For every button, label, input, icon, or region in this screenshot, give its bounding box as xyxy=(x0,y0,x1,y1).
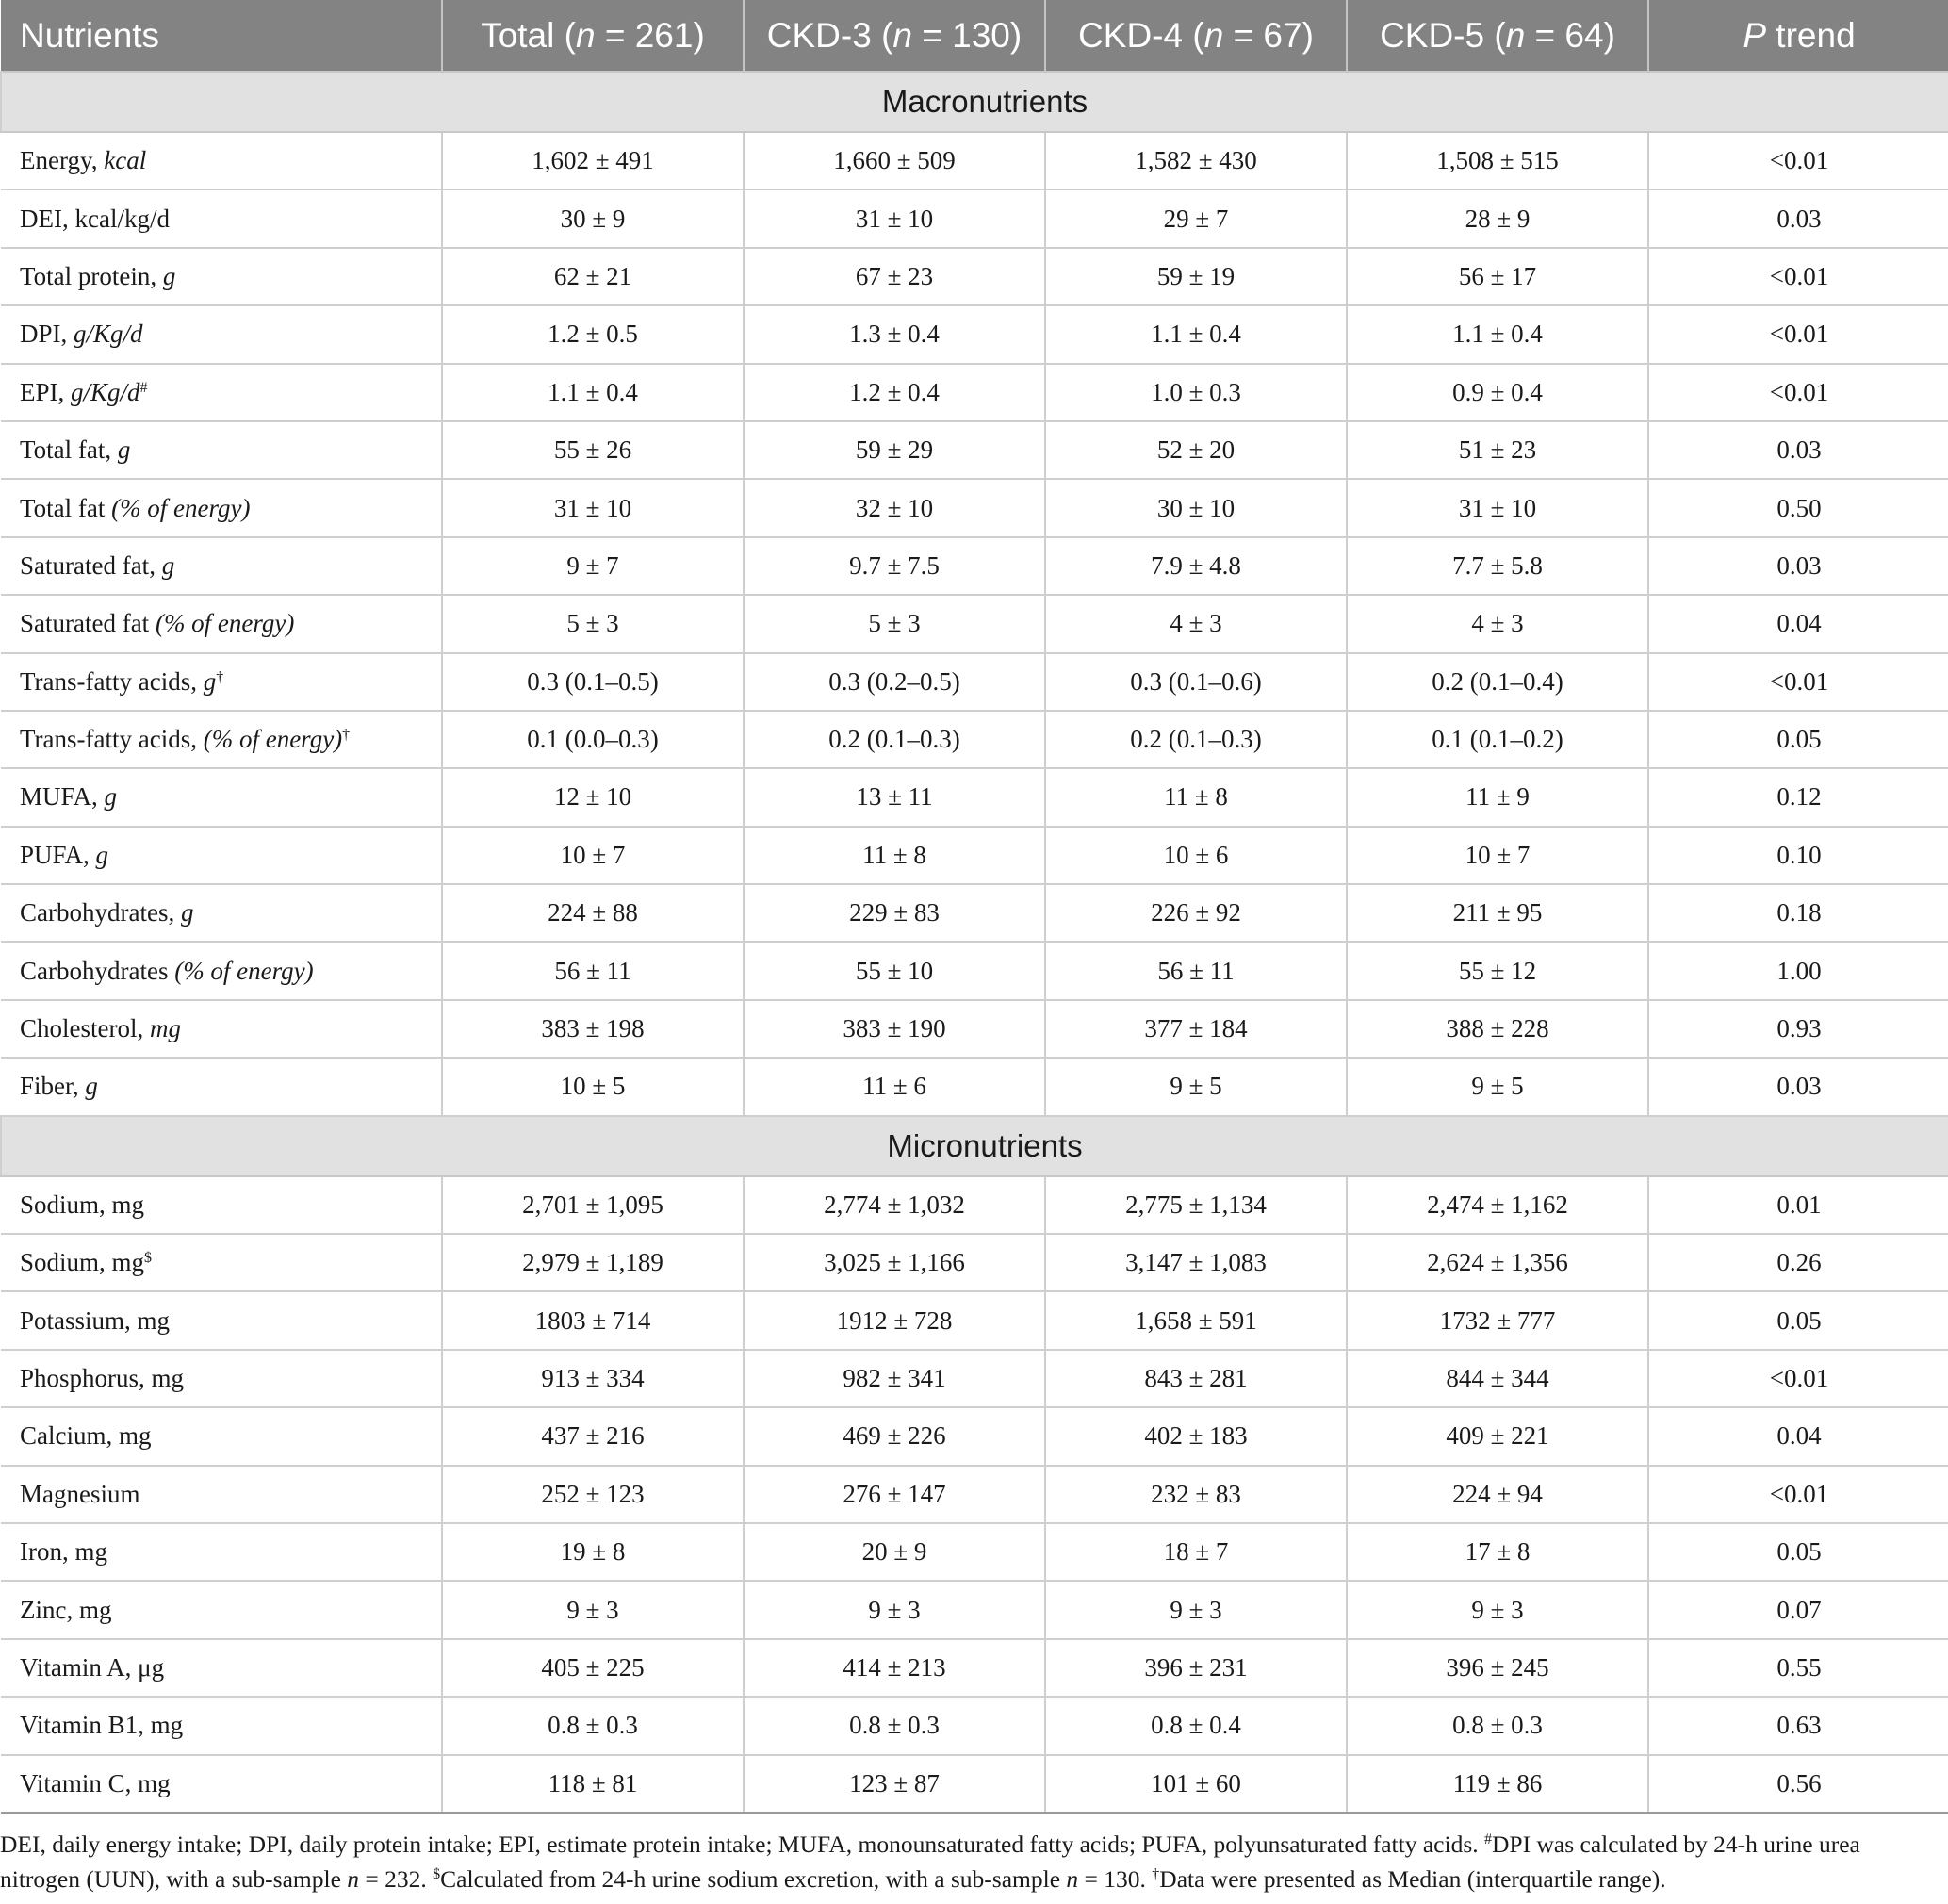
p-trend-cell: 0.01 xyxy=(1648,1176,1948,1234)
ckd3-value-cell: 13 ± 11 xyxy=(744,768,1045,826)
p-trend-cell: <0.01 xyxy=(1648,653,1948,711)
p-trend-cell: 0.18 xyxy=(1648,884,1948,942)
ckd3-value-cell: 0.3 (0.2–0.5) xyxy=(744,653,1045,711)
table-row xyxy=(1,1176,1948,1234)
nutrient-name-cell: MUFA, g xyxy=(1,768,442,826)
table-row xyxy=(1,1000,1948,1058)
table-row xyxy=(1,479,1948,536)
total-value-cell: 19 ± 8 xyxy=(442,1523,744,1581)
ckd3-value-cell: 1.3 ± 0.4 xyxy=(744,305,1045,363)
table-row xyxy=(1,421,1948,479)
ckd5-value-cell: 10 ± 7 xyxy=(1347,827,1648,884)
nutrient-name-cell: Fiber, g xyxy=(1,1058,442,1115)
nutrient-name-cell: Saturated fat (% of energy) xyxy=(1,595,442,652)
table-row xyxy=(1,884,1948,942)
table-row xyxy=(1,942,1948,999)
ckd4-value-cell: 1,658 ± 591 xyxy=(1045,1291,1347,1349)
ckd4-value-cell: 0.8 ± 0.4 xyxy=(1045,1697,1347,1754)
table-row xyxy=(1,1523,1948,1581)
ckd5-value-cell: 31 ± 10 xyxy=(1347,479,1648,536)
ckd3-value-cell: 229 ± 83 xyxy=(744,884,1045,942)
ckd4-value-cell: 11 ± 8 xyxy=(1045,768,1347,826)
ckd4-value-cell: 9 ± 5 xyxy=(1045,1058,1347,1115)
p-trend-cell: 0.04 xyxy=(1648,595,1948,652)
total-value-cell: 1.1 ± 0.4 xyxy=(442,364,744,421)
ckd3-value-cell: 276 ± 147 xyxy=(744,1466,1045,1523)
ckd4-value-cell: 29 ± 7 xyxy=(1045,189,1347,247)
table-body xyxy=(1,72,1948,1813)
ckd5-value-cell: 1732 ± 777 xyxy=(1347,1291,1648,1349)
ckd5-value-cell: 9 ± 5 xyxy=(1347,1058,1648,1115)
ckd3-value-cell: 2,774 ± 1,032 xyxy=(744,1176,1045,1234)
header-ckd5: CKD-5 (n = 64) xyxy=(1347,0,1648,72)
ckd5-value-cell: 409 ± 221 xyxy=(1347,1407,1648,1465)
ckd3-value-cell: 9.7 ± 7.5 xyxy=(744,537,1045,595)
total-value-cell: 5 ± 3 xyxy=(442,595,744,652)
total-value-cell: 1803 ± 714 xyxy=(442,1291,744,1349)
total-value-cell: 56 ± 11 xyxy=(442,942,744,999)
p-trend-cell: 0.05 xyxy=(1648,711,1948,768)
ckd5-value-cell: 56 ± 17 xyxy=(1347,248,1648,305)
nutrient-name-cell: Sodium, mg xyxy=(1,1176,442,1234)
p-trend-cell: <0.01 xyxy=(1648,1466,1948,1523)
table-row xyxy=(1,1639,1948,1697)
p-trend-cell: 0.03 xyxy=(1648,1058,1948,1115)
p-trend-cell: 0.03 xyxy=(1648,537,1948,595)
p-trend-cell: <0.01 xyxy=(1648,364,1948,421)
total-value-cell: 1,602 ± 491 xyxy=(442,132,744,189)
ckd4-value-cell: 1.1 ± 0.4 xyxy=(1045,305,1347,363)
total-value-cell: 383 ± 198 xyxy=(442,1000,744,1058)
table-row xyxy=(1,1350,1948,1407)
nutrient-name-cell: EPI, g/Kg/d# xyxy=(1,364,442,421)
ckd3-value-cell: 11 ± 8 xyxy=(744,827,1045,884)
total-value-cell: 10 ± 7 xyxy=(442,827,744,884)
nutrient-name-cell: Sodium, mg$ xyxy=(1,1234,442,1291)
ckd5-value-cell: 7.7 ± 5.8 xyxy=(1347,537,1648,595)
ckd5-value-cell: 0.9 ± 0.4 xyxy=(1347,364,1648,421)
ckd5-value-cell: 1,508 ± 515 xyxy=(1347,132,1648,189)
total-value-cell: 224 ± 88 xyxy=(442,884,744,942)
total-value-cell: 9 ± 3 xyxy=(442,1581,744,1638)
header-ckd4: CKD-4 (n = 67) xyxy=(1045,0,1347,72)
nutrient-name-cell: Energy, kcal xyxy=(1,132,442,189)
ckd3-value-cell: 469 ± 226 xyxy=(744,1407,1045,1465)
table-header xyxy=(1,0,1948,72)
total-value-cell: 913 ± 334 xyxy=(442,1350,744,1407)
ckd3-value-cell: 0.2 (0.1–0.3) xyxy=(744,711,1045,768)
table-footnote: DEI, daily energy intake; DPI, daily protein intake; EPI, estimate protein intake; MUFA, monounsaturated fatty acids; PUFA, polyunsaturated fatty acids. #DPI was calculated by 24-h urine urea nitrogen (UUN), with a sub-sample n = 232. $Calculated from 24-h urine sodium excretion, with a sub-sample n = 130. †Data were presented as Median (interquartile range). xyxy=(0,1830,1860,1893)
ckd3-value-cell: 31 ± 10 xyxy=(744,189,1045,247)
nutrient-name-cell: Saturated fat, g xyxy=(1,537,442,595)
total-value-cell: 252 ± 123 xyxy=(442,1466,744,1523)
total-value-cell: 2,979 ± 1,189 xyxy=(442,1234,744,1291)
ckd5-value-cell: 224 ± 94 xyxy=(1347,1466,1648,1523)
nutrient-name-cell: PUFA, g xyxy=(1,827,442,884)
table-row xyxy=(1,132,1948,189)
p-trend-cell: 0.93 xyxy=(1648,1000,1948,1058)
ckd4-value-cell: 402 ± 183 xyxy=(1045,1407,1347,1465)
ckd4-value-cell: 232 ± 83 xyxy=(1045,1466,1347,1523)
table-row xyxy=(1,768,1948,826)
total-value-cell: 12 ± 10 xyxy=(442,768,744,826)
table-row xyxy=(1,711,1948,768)
ckd5-value-cell: 9 ± 3 xyxy=(1347,1581,1648,1638)
header-total: Total (n = 261) xyxy=(442,0,744,72)
p-trend-cell: 0.55 xyxy=(1648,1639,1948,1697)
header-nutrients: Nutrients xyxy=(1,0,442,72)
total-value-cell: 118 ± 81 xyxy=(442,1755,744,1813)
p-trend-cell: 0.63 xyxy=(1648,1697,1948,1754)
ckd4-value-cell: 52 ± 20 xyxy=(1045,421,1347,479)
nutrient-name-cell: DPI, g/Kg/d xyxy=(1,305,442,363)
total-value-cell: 55 ± 26 xyxy=(442,421,744,479)
section-row-macronutrients xyxy=(1,72,1948,132)
ckd4-value-cell: 4 ± 3 xyxy=(1045,595,1347,652)
nutrient-name-cell: Magnesium xyxy=(1,1466,442,1523)
ckd5-value-cell: 2,474 ± 1,162 xyxy=(1347,1176,1648,1234)
ckd4-value-cell: 0.2 (0.1–0.3) xyxy=(1045,711,1347,768)
ckd3-value-cell: 59 ± 29 xyxy=(744,421,1045,479)
table-row xyxy=(1,1234,1948,1291)
total-value-cell: 10 ± 5 xyxy=(442,1058,744,1115)
ckd3-value-cell: 32 ± 10 xyxy=(744,479,1045,536)
ckd5-value-cell: 55 ± 12 xyxy=(1347,942,1648,999)
ckd5-value-cell: 11 ± 9 xyxy=(1347,768,1648,826)
ckd4-value-cell: 396 ± 231 xyxy=(1045,1639,1347,1697)
ckd4-value-cell: 2,775 ± 1,134 xyxy=(1045,1176,1347,1234)
nutrient-name-cell: Vitamin C, mg xyxy=(1,1755,442,1813)
table-row xyxy=(1,364,1948,421)
ckd3-value-cell: 11 ± 6 xyxy=(744,1058,1045,1115)
nutrient-name-cell: Calcium, mg xyxy=(1,1407,442,1465)
ckd5-value-cell: 0.8 ± 0.3 xyxy=(1347,1697,1648,1754)
header-ckd3: CKD-3 (n = 130) xyxy=(744,0,1045,72)
ckd3-value-cell: 1912 ± 728 xyxy=(744,1291,1045,1349)
p-trend-cell: 0.50 xyxy=(1648,479,1948,536)
ckd4-value-cell: 10 ± 6 xyxy=(1045,827,1347,884)
total-value-cell: 0.1 (0.0–0.3) xyxy=(442,711,744,768)
ckd5-value-cell: 17 ± 8 xyxy=(1347,1523,1648,1581)
nutrient-name-cell: Vitamin A, μg xyxy=(1,1639,442,1697)
table-row xyxy=(1,305,1948,363)
ckd3-value-cell: 383 ± 190 xyxy=(744,1000,1045,1058)
nutrient-name-cell: Trans-fatty acids, (% of energy)† xyxy=(1,711,442,768)
total-value-cell: 9 ± 7 xyxy=(442,537,744,595)
table-row xyxy=(1,1058,1948,1115)
ckd3-value-cell: 1,660 ± 509 xyxy=(744,132,1045,189)
nutrient-name-cell: Total fat, g xyxy=(1,421,442,479)
ckd3-value-cell: 414 ± 213 xyxy=(744,1639,1045,1697)
nutrient-name-cell: Total fat (% of energy) xyxy=(1,479,442,536)
ckd5-value-cell: 51 ± 23 xyxy=(1347,421,1648,479)
total-value-cell: 2,701 ± 1,095 xyxy=(442,1176,744,1234)
p-trend-cell: 0.07 xyxy=(1648,1581,1948,1638)
p-trend-cell: 0.56 xyxy=(1648,1755,1948,1813)
nutrient-name-cell: Carbohydrates (% of energy) xyxy=(1,942,442,999)
total-value-cell: 0.3 (0.1–0.5) xyxy=(442,653,744,711)
ckd4-value-cell: 1.0 ± 0.3 xyxy=(1045,364,1347,421)
p-trend-cell: 0.26 xyxy=(1648,1234,1948,1291)
total-value-cell: 30 ± 9 xyxy=(442,189,744,247)
ckd4-value-cell: 843 ± 281 xyxy=(1045,1350,1347,1407)
table-row xyxy=(1,248,1948,305)
ckd4-value-cell: 30 ± 10 xyxy=(1045,479,1347,536)
table-row xyxy=(1,653,1948,711)
table-row xyxy=(1,1407,1948,1465)
ckd3-value-cell: 5 ± 3 xyxy=(744,595,1045,652)
nutrient-name-cell: Zinc, mg xyxy=(1,1581,442,1638)
table-row xyxy=(1,1466,1948,1523)
header-row xyxy=(1,0,1948,72)
ckd5-value-cell: 1.1 ± 0.4 xyxy=(1347,305,1648,363)
ckd4-value-cell: 18 ± 7 xyxy=(1045,1523,1347,1581)
total-value-cell: 0.8 ± 0.3 xyxy=(442,1697,744,1754)
p-trend-cell: 0.05 xyxy=(1648,1291,1948,1349)
ckd3-value-cell: 20 ± 9 xyxy=(744,1523,1045,1581)
ckd4-value-cell: 1,582 ± 430 xyxy=(1045,132,1347,189)
section-row-micronutrients xyxy=(1,1116,1948,1176)
ckd4-value-cell: 377 ± 184 xyxy=(1045,1000,1347,1058)
total-value-cell: 1.2 ± 0.5 xyxy=(442,305,744,363)
p-trend-cell: <0.01 xyxy=(1648,1350,1948,1407)
p-trend-cell: 0.03 xyxy=(1648,421,1948,479)
header-p-trend: P trend xyxy=(1648,0,1948,72)
p-trend-cell: 0.10 xyxy=(1648,827,1948,884)
total-value-cell: 405 ± 225 xyxy=(442,1639,744,1697)
table-row xyxy=(1,1697,1948,1754)
table-row xyxy=(1,827,1948,884)
ckd4-value-cell: 59 ± 19 xyxy=(1045,248,1347,305)
table-row xyxy=(1,1291,1948,1349)
p-trend-cell: 0.03 xyxy=(1648,189,1948,247)
table-row xyxy=(1,1755,1948,1813)
nutrient-name-cell: Carbohydrates, g xyxy=(1,884,442,942)
ckd3-value-cell: 0.8 ± 0.3 xyxy=(744,1697,1045,1754)
p-trend-cell: 1.00 xyxy=(1648,942,1948,999)
ckd4-value-cell: 7.9 ± 4.8 xyxy=(1045,537,1347,595)
ckd4-value-cell: 0.3 (0.1–0.6) xyxy=(1045,653,1347,711)
nutrient-name-cell: Phosphorus, mg xyxy=(1,1350,442,1407)
ckd4-value-cell: 226 ± 92 xyxy=(1045,884,1347,942)
p-trend-cell: <0.01 xyxy=(1648,132,1948,189)
ckd5-value-cell: 0.1 (0.1–0.2) xyxy=(1347,711,1648,768)
section-label: Micronutrients xyxy=(1,1116,1948,1176)
nutrient-name-cell: Cholesterol, mg xyxy=(1,1000,442,1058)
ckd5-value-cell: 844 ± 344 xyxy=(1347,1350,1648,1407)
nutrient-name-cell: DEI, kcal/kg/d xyxy=(1,189,442,247)
section-label: Macronutrients xyxy=(1,72,1948,132)
nutrient-name-cell: Iron, mg xyxy=(1,1523,442,1581)
ckd5-value-cell: 119 ± 86 xyxy=(1347,1755,1648,1813)
ckd5-value-cell: 0.2 (0.1–0.4) xyxy=(1347,653,1648,711)
ckd3-value-cell: 9 ± 3 xyxy=(744,1581,1045,1638)
nutrient-name-cell: Total protein, g xyxy=(1,248,442,305)
ckd3-value-cell: 55 ± 10 xyxy=(744,942,1045,999)
nutrient-name-cell: Trans-fatty acids, g† xyxy=(1,653,442,711)
ckd5-value-cell: 2,624 ± 1,356 xyxy=(1347,1234,1648,1291)
nutrient-name-cell: Vitamin B1, mg xyxy=(1,1697,442,1754)
ckd3-value-cell: 3,025 ± 1,166 xyxy=(744,1234,1045,1291)
ckd5-value-cell: 28 ± 9 xyxy=(1347,189,1648,247)
table-row xyxy=(1,537,1948,595)
total-value-cell: 62 ± 21 xyxy=(442,248,744,305)
ckd3-value-cell: 982 ± 341 xyxy=(744,1350,1045,1407)
ckd5-value-cell: 211 ± 95 xyxy=(1347,884,1648,942)
table-row xyxy=(1,1581,1948,1638)
ckd3-value-cell: 123 ± 87 xyxy=(744,1755,1045,1813)
ckd5-value-cell: 396 ± 245 xyxy=(1347,1639,1648,1697)
ckd4-value-cell: 101 ± 60 xyxy=(1045,1755,1347,1813)
ckd5-value-cell: 4 ± 3 xyxy=(1347,595,1648,652)
total-value-cell: 437 ± 216 xyxy=(442,1407,744,1465)
p-trend-cell: <0.01 xyxy=(1648,305,1948,363)
table-row xyxy=(1,189,1948,247)
table-row xyxy=(1,595,1948,652)
ckd5-value-cell: 388 ± 228 xyxy=(1347,1000,1648,1058)
nutrient-name-cell: Potassium, mg xyxy=(1,1291,442,1349)
total-value-cell: 31 ± 10 xyxy=(442,479,744,536)
p-trend-cell: 0.12 xyxy=(1648,768,1948,826)
ckd3-value-cell: 1.2 ± 0.4 xyxy=(744,364,1045,421)
p-trend-cell: <0.01 xyxy=(1648,248,1948,305)
p-trend-cell: 0.04 xyxy=(1648,1407,1948,1465)
p-trend-cell: 0.05 xyxy=(1648,1523,1948,1581)
ckd4-value-cell: 56 ± 11 xyxy=(1045,942,1347,999)
ckd4-value-cell: 9 ± 3 xyxy=(1045,1581,1347,1638)
ckd3-value-cell: 67 ± 23 xyxy=(744,248,1045,305)
ckd4-value-cell: 3,147 ± 1,083 xyxy=(1045,1234,1347,1291)
